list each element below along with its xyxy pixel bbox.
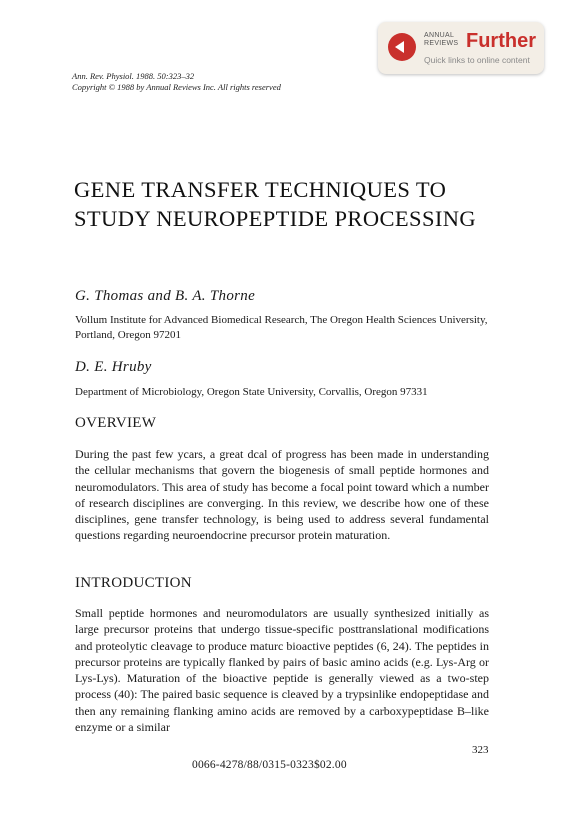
author-affiliation-1: Vollum Institute for Advanced Biomedical Research, The Oregon Health Sciences University, Portland, Oregon 97201 bbox=[75, 314, 488, 341]
author-affiliation-2: Department of Microbiology, Oregon State University, Corvallis, Oregon 97331 bbox=[75, 386, 428, 398]
section-body-overview: During the past few ycars, a great dcal of progress has been made in understanding the cellular mechanisms that govern the biogenesis of small peptide hormones and neuromodulators. This area of study has become a focal point toward which a number of research disciplines are converging. In this review, we describe how one of these disciplines, gene transfer technology, is being used to address several fundamental questions regarding neuroendocrine precursor protein maturation. bbox=[75, 447, 489, 543]
badge-further-label: Further bbox=[466, 30, 536, 52]
section-heading-introduction: INTRODUCTION bbox=[75, 575, 192, 591]
article-title: GENE TRANSFER TECHNIQUES TO STUDY NEUROPEPTIDE PROCESSING bbox=[74, 177, 477, 231]
badge-quick-links-label[interactable]: Quick links to online content bbox=[424, 55, 530, 65]
annual-reviews-further-badge[interactable] bbox=[378, 22, 544, 74]
page-number: 323 bbox=[472, 744, 489, 756]
author-names-2: D. E. Hruby bbox=[75, 359, 152, 375]
badge-annual-reviews-label: ANNUAL REVIEWS bbox=[424, 32, 459, 47]
section-heading-overview: OVERVIEW bbox=[75, 415, 157, 431]
price-code: 0066-4278/88/0315-0323$02.00 bbox=[192, 759, 347, 771]
arrow-left-icon bbox=[388, 33, 416, 61]
copyright-line: Copyright © 1988 by Annual Reviews Inc. All rights reserved bbox=[72, 82, 281, 92]
journal-citation: Ann. Rev. Physiol. 1988. 50:323–32 bbox=[72, 71, 195, 81]
author-names-1: G. Thomas and B. A. Thorne bbox=[75, 288, 256, 304]
section-body-introduction: Small peptide hormones and neuromodulators are usually synthesized initially as large precursor proteins that undergo tissue-specific posttranslational modifications and proteolytic cleavage to produce maturc bioactive peptides (6, 24). The peptides in precursor proteins are typically flanked by pairs of basic amino acids (e.g. Lys-Arg or Lys-Lys). Maturation of the bioactive peptide is generally viewed as a two-step process (40): The paired basic sequence is cleaved by a trypsinlike endopeptidase and then any remaining flanking amino acids are removed by a carboxypeptidase B–like enzyme or a similar bbox=[75, 606, 489, 735]
citation-block bbox=[72, 71, 281, 93]
